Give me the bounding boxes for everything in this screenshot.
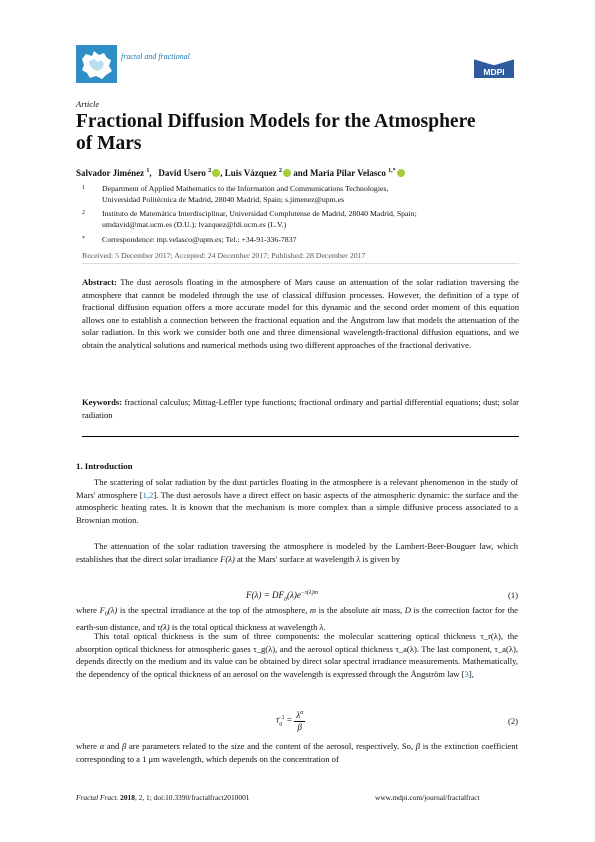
math-inline: F(λ) — [220, 553, 235, 564]
math-inline: λ — [319, 622, 324, 633]
affiliation-1 — [82, 183, 522, 205]
footer-year: 2018 — [120, 793, 135, 802]
equation-text: F(λ) = DF — [246, 590, 284, 600]
affiliation-line: Instituto de Matemática Interdisciplinar, Universidad Complutense de Madrid, 28040 Madrid, Spain; — [102, 209, 417, 218]
math-inline: λ — [356, 553, 361, 564]
orcid-icon[interactable] — [283, 169, 291, 177]
title-line-2: of Mars — [76, 133, 142, 154]
publication-dates: Received: 5 December 2017; Accepted: 24 December 2017; Published: 28 December 2017 — [82, 251, 366, 260]
affiliation-line: umdavid@mat.ucm.es (D.U.); lvazquez@fdi.ucm.es (L.V.) — [102, 220, 287, 230]
title-line-1: Fractional Diffusion Models for the Atmosphere — [76, 111, 476, 132]
paragraph-text: ], — [468, 669, 474, 680]
abstract-label: Abstract: — [82, 277, 117, 287]
math-inline: F — [99, 605, 105, 615]
article-type: Article — [76, 99, 100, 109]
paragraph-text: is the total optical thickness at wavelength — [169, 622, 320, 633]
journal-name: fractal and fractional — [121, 52, 190, 61]
orcid-icon[interactable] — [212, 168, 223, 178]
correspondence — [82, 234, 522, 245]
author-list — [76, 165, 536, 179]
journal-logo — [76, 45, 117, 83]
paragraph-text: where — [76, 605, 100, 615]
paragraph-text: at the Mars' surface at wavelength — [234, 553, 357, 564]
equation-number: (1) — [508, 590, 519, 600]
correspondence-line: Correspondence: mp.velasco@upm.es; Tel.: +34-91-336-7837 — [102, 235, 297, 244]
paragraph-text: is the absolute air mass, — [316, 605, 405, 615]
fraction-numerator: λ — [296, 710, 301, 720]
paragraph-4 — [76, 630, 518, 681]
math-inline: τ(λ) — [157, 622, 170, 633]
affiliation-2 — [82, 208, 522, 230]
author-affiliation-ref: 2 — [279, 168, 283, 174]
equation-1 — [246, 590, 318, 603]
math-inline: α — [99, 741, 105, 751]
paragraph-text: . — [323, 622, 326, 633]
section-title: 1. Introduction — [76, 461, 133, 471]
equation-subscript: 0 — [283, 596, 287, 603]
equation-superscript: −1 — [278, 714, 285, 721]
paragraph-text: is given by — [360, 553, 401, 564]
footer-journal: Fractal Fract. — [76, 793, 119, 802]
math-subscript: 0 — [104, 611, 108, 618]
abstract — [82, 276, 519, 351]
article-title — [76, 111, 516, 155]
paragraph-text: is the correction factor for the earth-sun distance, and — [76, 605, 518, 633]
paragraph-text: are parameters related to the size and the content of the aerosol, respectively. So, — [126, 741, 416, 751]
paragraph-text: The attenuation of the solar radiation traversing the atmosphere is modeled by the Lambert-Beer-Bouguer law, which establishes that the direct solar irradiance — [76, 541, 518, 564]
citation-link[interactable]: 1,2 — [142, 489, 154, 500]
math-inline: m — [309, 605, 317, 615]
paragraph-2 — [76, 540, 518, 565]
section-divider — [82, 436, 519, 437]
footer-doi[interactable]: , 2, 1; doi:10.3390/fractalfract2010001 — [134, 793, 250, 802]
citation-link[interactable]: 3 — [464, 669, 469, 680]
orcid-icon[interactable] — [397, 169, 405, 177]
affiliation-number: 1 — [82, 185, 85, 191]
equation-superscript: −τ(λ)m — [300, 590, 318, 596]
paragraph-text: is the extinction coefficient corresponding to a 1 μm wavelength, which depends on the concentration of — [76, 741, 518, 764]
footer-url[interactable]: www.mdpi.com/journal/fractalfract — [375, 793, 480, 802]
author-name[interactable]: Maria Pilar Velasco — [310, 168, 386, 178]
math-inline: (λ) — [107, 605, 118, 615]
author-connector: and — [293, 168, 308, 178]
paragraph-text: This total optical thickness is the sum of three components: the molecular scattering optical thickness τ_r(λ), the absorption optical thickness for atmospheric gases τ_g(λ), and the aerosol optical thickness τ_a(λ). The last component, τ_a(λ), depends directly on the medium and its value can be obtained by direct solar spectral irradiance measurements. Mathematically, the dependency of the optical thickness of an aerosol on the wavelength is expressed through the Ångström law [ — [76, 631, 518, 680]
keywords-text: fractional calculus; Mittag-Leffler type functions; fractional ordinary and partial differential equations; dust; solar radiation — [82, 397, 519, 420]
author-affiliation-ref: 2 — [208, 168, 212, 174]
paragraph-text: ]. The dust aerosols have a direct effect on basic aspects of the atmospheric dynamic: the surface and the atmospheric heating rates. It is known that the mechanism is more complex than a simple diffusive process associated to a Brownian motion. — [76, 489, 518, 526]
correspondence-marker: * — [82, 236, 85, 242]
paragraph-text: is the spectral irradiance at the top of the atmosphere, — [117, 605, 310, 615]
math-inline: D — [404, 605, 411, 615]
author-affiliation-ref: 1 — [146, 168, 150, 174]
equation-text: τ — [276, 714, 280, 725]
divider — [82, 263, 519, 264]
paragraph-text: where — [76, 741, 100, 751]
abstract-text: The dust aerosols floating in the atmosphere of Mars cause an attenuation of the solar radiation traversing the atmosphere that cannot be modeled through the use of classical diffusion processes. However, the definition of a type of fractional diffusion equation offers a more accurate model for this dynamic and the second order moment of this equation allows one to establish a connection between the fractional equation and the Ångstrom law that models the attenuation of the solar radiation. In this work we consider both one and three dimensional wavelength-fractional diffusion equations, and we obtain the analytical solutions and numerical methods using two different approaches of the fractional derivative. — [82, 277, 519, 350]
author-name[interactable]: Salvador Jiménez — [76, 168, 145, 178]
footer-citation — [76, 793, 249, 802]
mdpi-logo-text: MDPI — [483, 67, 505, 77]
keywords-label: Keywords: — [82, 397, 123, 407]
paragraph-text: and — [104, 741, 122, 751]
equation-2 — [276, 708, 305, 733]
math-inline: β — [121, 741, 127, 751]
affiliation-line: Department of Applied Mathematics to the Information and Communications Technologies, — [102, 184, 389, 193]
author-affiliation-ref: 1,* — [388, 168, 396, 174]
author-name[interactable]: David Usero — [158, 168, 206, 178]
equation-subscript: a — [279, 721, 283, 728]
equation-fraction — [294, 708, 305, 733]
affiliation-line: Universidad Politécnica de Madrid, 28040 Madrid, Spain; s.jimenez@upm.es — [102, 195, 345, 205]
keywords — [82, 396, 519, 421]
equation-text: = — [284, 714, 295, 725]
paragraph-text: The scattering of solar radiation by the dust particles floating in the atmosphere is a relevant phenomenon in the study of Mars' atmosphere [ — [76, 477, 518, 500]
author-name[interactable]: Luis Vázquez — [224, 168, 277, 178]
paragraph-1 — [76, 476, 518, 527]
fraction-denominator: β — [297, 722, 302, 732]
paragraph-5 — [76, 740, 518, 765]
equation-number: (2) — [508, 716, 519, 726]
fraction-exponent: α — [300, 710, 304, 716]
fractal-logo-icon — [76, 45, 117, 83]
mdpi-logo — [470, 58, 518, 80]
author-separator: , — [149, 168, 152, 178]
author-separator: , — [220, 168, 223, 178]
affiliation-number: 2 — [82, 210, 85, 216]
equation-text: (λ)e — [286, 590, 301, 600]
math-inline: β — [415, 741, 421, 751]
